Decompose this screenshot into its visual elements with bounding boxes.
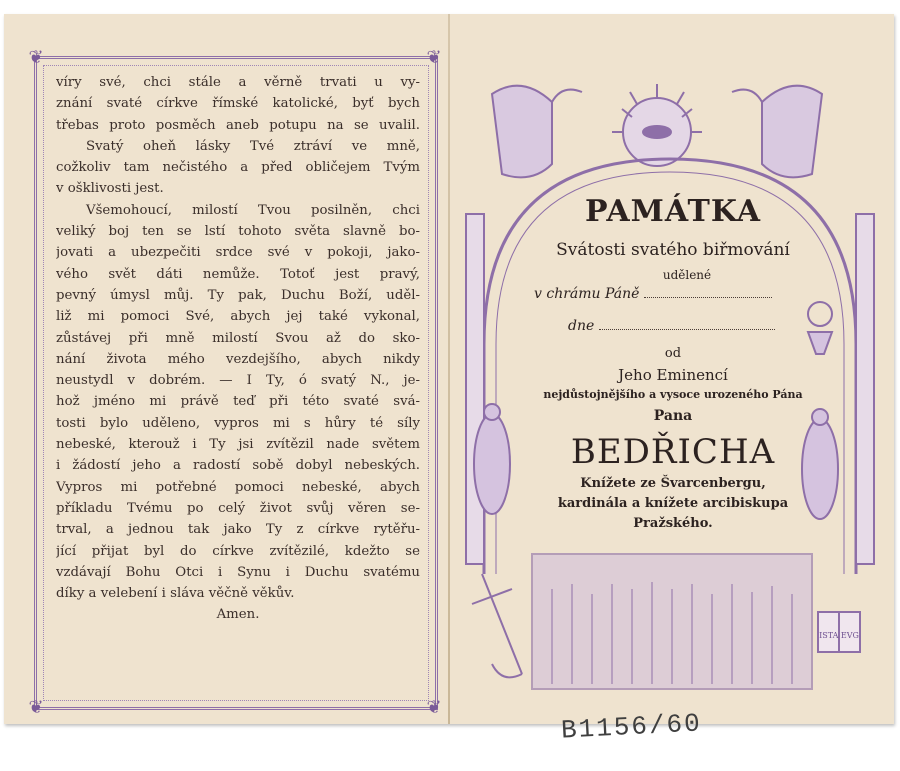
title-line-3: Pražského.: [633, 516, 713, 531]
text-line: cožkoliv tam nečistého a před obličejem Tvým: [56, 160, 420, 176]
text-line: liž mi pomoci Své, abych jej také vykonal,: [56, 309, 420, 325]
text-line: příkladu Tvému po celý život svůj věren se-: [56, 500, 420, 516]
text-line: znání svaté církve římské katolické, byť bych: [56, 96, 420, 112]
text-line: veliký boj ten se lstí tohoto světa slavně bo-: [56, 224, 420, 240]
text-line: vého svět dáti nemůže. Totoť jest pravý,: [56, 266, 420, 282]
left-page: [12, 28, 442, 718]
prayer-text: [56, 72, 420, 626]
page-fold: [448, 14, 450, 724]
cross-anchor-icon: [472, 574, 522, 677]
honorific-label: nejdůstojnějšího a vysoce urozeného Pána: [543, 388, 803, 401]
right-page: [452, 14, 894, 724]
text-line: víry své, chci stále a věrně trvati u vy-: [56, 75, 420, 90]
archive-stamp: B1156/60: [560, 708, 703, 746]
pana-label: Pana: [653, 408, 693, 424]
card-title: PAMÁTKA: [585, 194, 761, 229]
card-subtitle: Svátosti svatého biřmování: [556, 240, 790, 260]
od-label: od: [664, 346, 682, 361]
name-label: BEDŘICHA: [570, 432, 776, 472]
text-line: i žádostí jeho a radostí sobě dobyl nebeských.: [56, 458, 420, 474]
date-dotted-line: [599, 319, 775, 330]
text-line: pevný úmysl můj. Ty pak, Duchu Boží, uděl-: [56, 287, 420, 303]
dove-rays-icon: [612, 84, 702, 166]
date-label: dne: [568, 318, 595, 334]
text-line: nebeské, kterouž i Ty jsi zvítězil nade světem: [56, 437, 420, 453]
udelene-label: udělené: [662, 268, 712, 282]
title-line-1: Knížete ze Švarcenbergu,: [580, 476, 766, 491]
title-line-2: kardinála a knížete arcibiskupa: [557, 496, 789, 511]
corner-ornament-icon: ❦: [426, 47, 442, 68]
book-text: ISTA EVG: [819, 631, 859, 640]
text-line: Vypros mi potřebné pomoci nebeské, abych: [56, 479, 420, 495]
text-line: jovati a ubezpečiti srdce své v pokoji, jako-: [56, 245, 420, 261]
text-line: vzdávají Bohu Otci i Synu i Duchu svatému: [56, 564, 420, 580]
corner-ornament-icon: ❦: [426, 697, 442, 718]
text-line: nání života mého vezdejšího, abych nikdy: [56, 351, 420, 367]
text-line: v ošklivosti jest.: [56, 181, 164, 197]
amen-line: Amen.: [216, 607, 260, 623]
text-line: jící přijat byl do církve zvítězilé, kdežto se: [56, 543, 420, 559]
text-line: trval, a jednou tak jako Ty z církve rytěřu-: [56, 522, 420, 538]
angel-icon: [492, 86, 582, 178]
church-label: v chrámu Páně: [534, 286, 640, 302]
corner-ornament-icon: ❦: [28, 47, 44, 68]
text-line: tosti bylo uděleno, vypros mi s hůry té síly: [56, 415, 420, 431]
text-line: Svatý oheň lásky Tvé ztráví ve mně,: [86, 138, 420, 154]
text-line: díky a velebení i sláva věčně věkův.: [56, 586, 295, 602]
text-line: hož jméno mi právě teď při této svaté svá-: [56, 394, 420, 410]
angel-icon: [732, 86, 822, 178]
eminence-label: Jeho Eminencí: [618, 366, 728, 384]
text-line: zůstávej při mně milostí Svou až do sko-: [56, 330, 420, 346]
text-line: třebas proto posměch aneb potupu na se uvalil.: [56, 117, 420, 133]
church-field: [534, 286, 772, 302]
date-field: [568, 318, 775, 334]
church-dotted-line: [644, 287, 772, 298]
text-line: neustydl v dobrém. — I Ty, ó svatý N., je-: [56, 373, 420, 389]
corner-ornament-icon: ❦: [28, 697, 44, 718]
text-line: Všemohoucí, milostí Tvou posilněn, chci: [86, 202, 420, 218]
